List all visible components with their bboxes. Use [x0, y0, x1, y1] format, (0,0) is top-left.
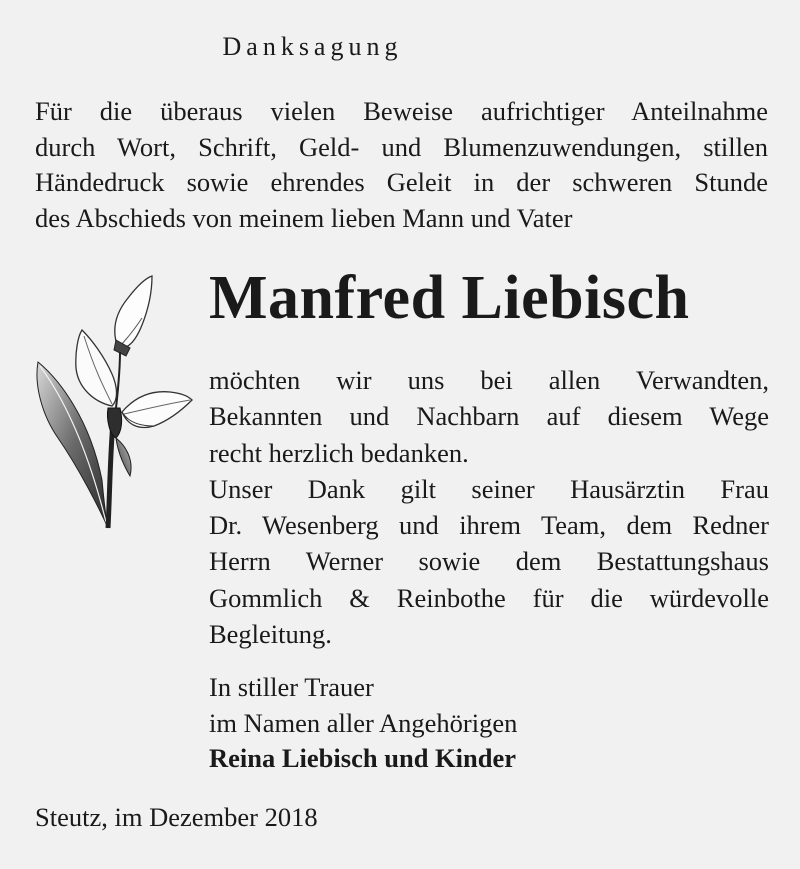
body-line: Gommlich & Reinbothe für die würdevolle	[209, 582, 769, 613]
closing-line: im Namen aller Angehörigen	[209, 707, 518, 738]
deceased-name: Manfred Liebisch	[209, 264, 690, 332]
intro-line: durch Wort, Schrift, Geld- und Blumenzuwendungen, stillen	[35, 131, 768, 162]
body-line: möchten wir uns bei allen Verwandten,	[209, 365, 769, 395]
closing-line: In stiller Trauer	[209, 672, 374, 702]
notice-heading: Danksagung	[222, 32, 403, 61]
closing-block	[209, 670, 769, 777]
intro-paragraph	[35, 94, 768, 236]
intro-line: des Abschieds von meinem lieben Mann und Vater	[35, 202, 573, 233]
body-line: Herrn Werner sowie dem Bestattungshaus	[209, 546, 769, 577]
thanks-paragraph	[209, 362, 769, 652]
body-line: Unser Dank gilt seiner Hausärztin Frau	[209, 473, 769, 504]
intro-line: Händedruck sowie ehrendes Geleit in der schweren Stunde	[35, 167, 768, 197]
body-line: recht herzlich bedanken.	[209, 437, 469, 468]
intro-line: Für die überaus vielen Beweise aufrichtiger Anteilnahme	[35, 96, 768, 126]
body-line: Dr. Wesenberg und ihrem Team, dem Redner	[209, 510, 769, 541]
body-line: Begleitung.	[209, 619, 332, 650]
body-line: Bekannten und Nachbarn auf diesem Wege	[209, 401, 769, 432]
place-date: Steutz, im Dezember 2018	[35, 802, 318, 832]
signature: Reina Liebisch und Kinder	[209, 743, 517, 773]
calla-lily-icon	[30, 270, 200, 535]
